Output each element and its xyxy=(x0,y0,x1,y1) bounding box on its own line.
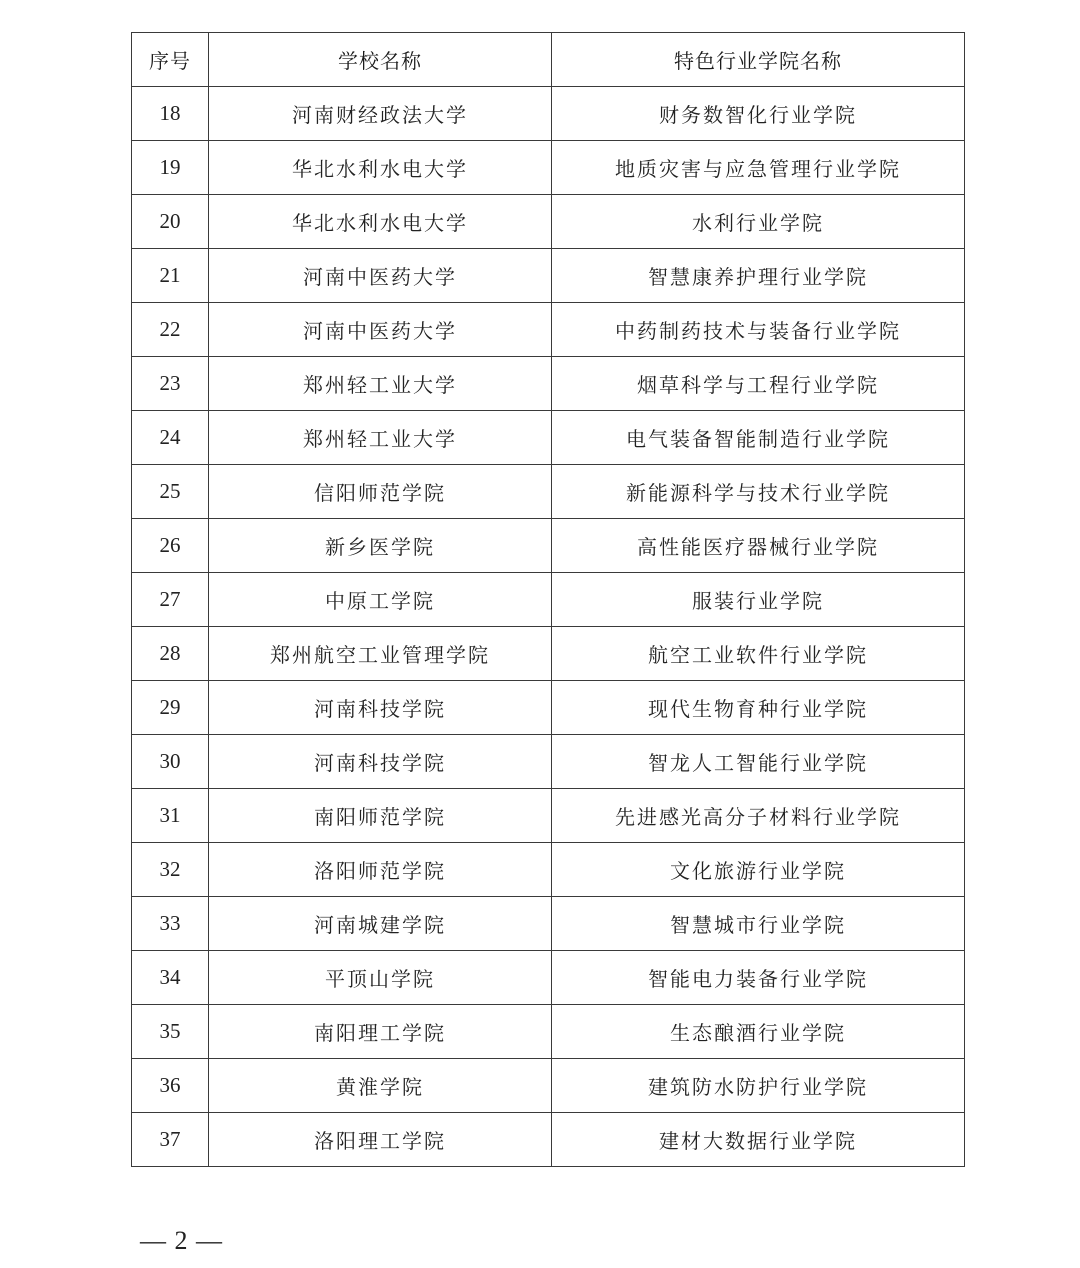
table-row xyxy=(132,897,965,951)
cell-serial-number: 19 xyxy=(132,141,209,195)
table-row xyxy=(132,1113,965,1167)
cell-serial-number: 22 xyxy=(132,303,209,357)
table-row xyxy=(132,951,965,1005)
cell-college-name: 财务数智化行业学院 xyxy=(552,87,965,141)
table-row xyxy=(132,627,965,681)
cell-serial-number: 30 xyxy=(132,735,209,789)
cell-college-name: 智慧城市行业学院 xyxy=(552,897,965,951)
table-row xyxy=(132,1005,965,1059)
cell-college-name: 现代生物育种行业学院 xyxy=(552,681,965,735)
cell-college-name: 智慧康养护理行业学院 xyxy=(552,249,965,303)
table-header-row xyxy=(132,33,965,87)
cell-school-name: 中原工学院 xyxy=(209,573,552,627)
table-body xyxy=(132,87,965,1167)
cell-college-name: 水利行业学院 xyxy=(552,195,965,249)
cell-college-name: 文化旅游行业学院 xyxy=(552,843,965,897)
cell-school-name: 河南城建学院 xyxy=(209,897,552,951)
cell-serial-number: 29 xyxy=(132,681,209,735)
cell-school-name: 平顶山学院 xyxy=(209,951,552,1005)
cell-school-name: 华北水利水电大学 xyxy=(209,195,552,249)
cell-school-name: 新乡医学院 xyxy=(209,519,552,573)
cell-school-name: 河南财经政法大学 xyxy=(209,87,552,141)
header-college-name: 特色行业学院名称 xyxy=(552,33,965,87)
table-row xyxy=(132,519,965,573)
cell-school-name: 华北水利水电大学 xyxy=(209,141,552,195)
cell-school-name: 洛阳师范学院 xyxy=(209,843,552,897)
cell-serial-number: 20 xyxy=(132,195,209,249)
cell-school-name: 黄淮学院 xyxy=(209,1059,552,1113)
cell-serial-number: 27 xyxy=(132,573,209,627)
cell-school-name: 河南中医药大学 xyxy=(209,249,552,303)
cell-school-name: 河南科技学院 xyxy=(209,735,552,789)
cell-school-name: 郑州航空工业管理学院 xyxy=(209,627,552,681)
cell-college-name: 烟草科学与工程行业学院 xyxy=(552,357,965,411)
cell-college-name: 建材大数据行业学院 xyxy=(552,1113,965,1167)
college-table xyxy=(131,32,965,1167)
cell-college-name: 智龙人工智能行业学院 xyxy=(552,735,965,789)
cell-school-name: 郑州轻工业大学 xyxy=(209,357,552,411)
table-row xyxy=(132,735,965,789)
table-row xyxy=(132,249,965,303)
header-serial-number: 序号 xyxy=(132,33,209,87)
cell-college-name: 地质灾害与应急管理行业学院 xyxy=(552,141,965,195)
cell-college-name: 智能电力装备行业学院 xyxy=(552,951,965,1005)
cell-college-name: 电气装备智能制造行业学院 xyxy=(552,411,965,465)
cell-serial-number: 37 xyxy=(132,1113,209,1167)
table-row xyxy=(132,195,965,249)
cell-serial-number: 28 xyxy=(132,627,209,681)
cell-serial-number: 26 xyxy=(132,519,209,573)
table-row xyxy=(132,843,965,897)
cell-serial-number: 25 xyxy=(132,465,209,519)
cell-school-name: 河南科技学院 xyxy=(209,681,552,735)
cell-serial-number: 31 xyxy=(132,789,209,843)
cell-serial-number: 24 xyxy=(132,411,209,465)
cell-college-name: 中药制药技术与装备行业学院 xyxy=(552,303,965,357)
cell-school-name: 南阳师范学院 xyxy=(209,789,552,843)
table-row xyxy=(132,573,965,627)
table-row xyxy=(132,141,965,195)
cell-serial-number: 21 xyxy=(132,249,209,303)
table-row xyxy=(132,1059,965,1113)
cell-serial-number: 36 xyxy=(132,1059,209,1113)
cell-serial-number: 32 xyxy=(132,843,209,897)
table-row xyxy=(132,411,965,465)
table-row xyxy=(132,87,965,141)
cell-college-name: 建筑防水防护行业学院 xyxy=(552,1059,965,1113)
table-row xyxy=(132,789,965,843)
cell-serial-number: 34 xyxy=(132,951,209,1005)
cell-college-name: 先进感光高分子材料行业学院 xyxy=(552,789,965,843)
cell-serial-number: 18 xyxy=(132,87,209,141)
cell-serial-number: 33 xyxy=(132,897,209,951)
cell-college-name: 生态酿酒行业学院 xyxy=(552,1005,965,1059)
cell-school-name: 郑州轻工业大学 xyxy=(209,411,552,465)
cell-college-name: 新能源科学与技术行业学院 xyxy=(552,465,965,519)
table-row xyxy=(132,357,965,411)
cell-school-name: 南阳理工学院 xyxy=(209,1005,552,1059)
cell-serial-number: 23 xyxy=(132,357,209,411)
cell-college-name: 航空工业软件行业学院 xyxy=(552,627,965,681)
cell-school-name: 洛阳理工学院 xyxy=(209,1113,552,1167)
cell-school-name: 河南中医药大学 xyxy=(209,303,552,357)
table-row xyxy=(132,465,965,519)
cell-serial-number: 35 xyxy=(132,1005,209,1059)
table-row xyxy=(132,681,965,735)
cell-college-name: 高性能医疗器械行业学院 xyxy=(552,519,965,573)
cell-college-name: 服装行业学院 xyxy=(552,573,965,627)
table-row xyxy=(132,303,965,357)
cell-school-name: 信阳师范学院 xyxy=(209,465,552,519)
header-school-name: 学校名称 xyxy=(209,33,552,87)
page-number: — 2 — xyxy=(140,1226,223,1255)
